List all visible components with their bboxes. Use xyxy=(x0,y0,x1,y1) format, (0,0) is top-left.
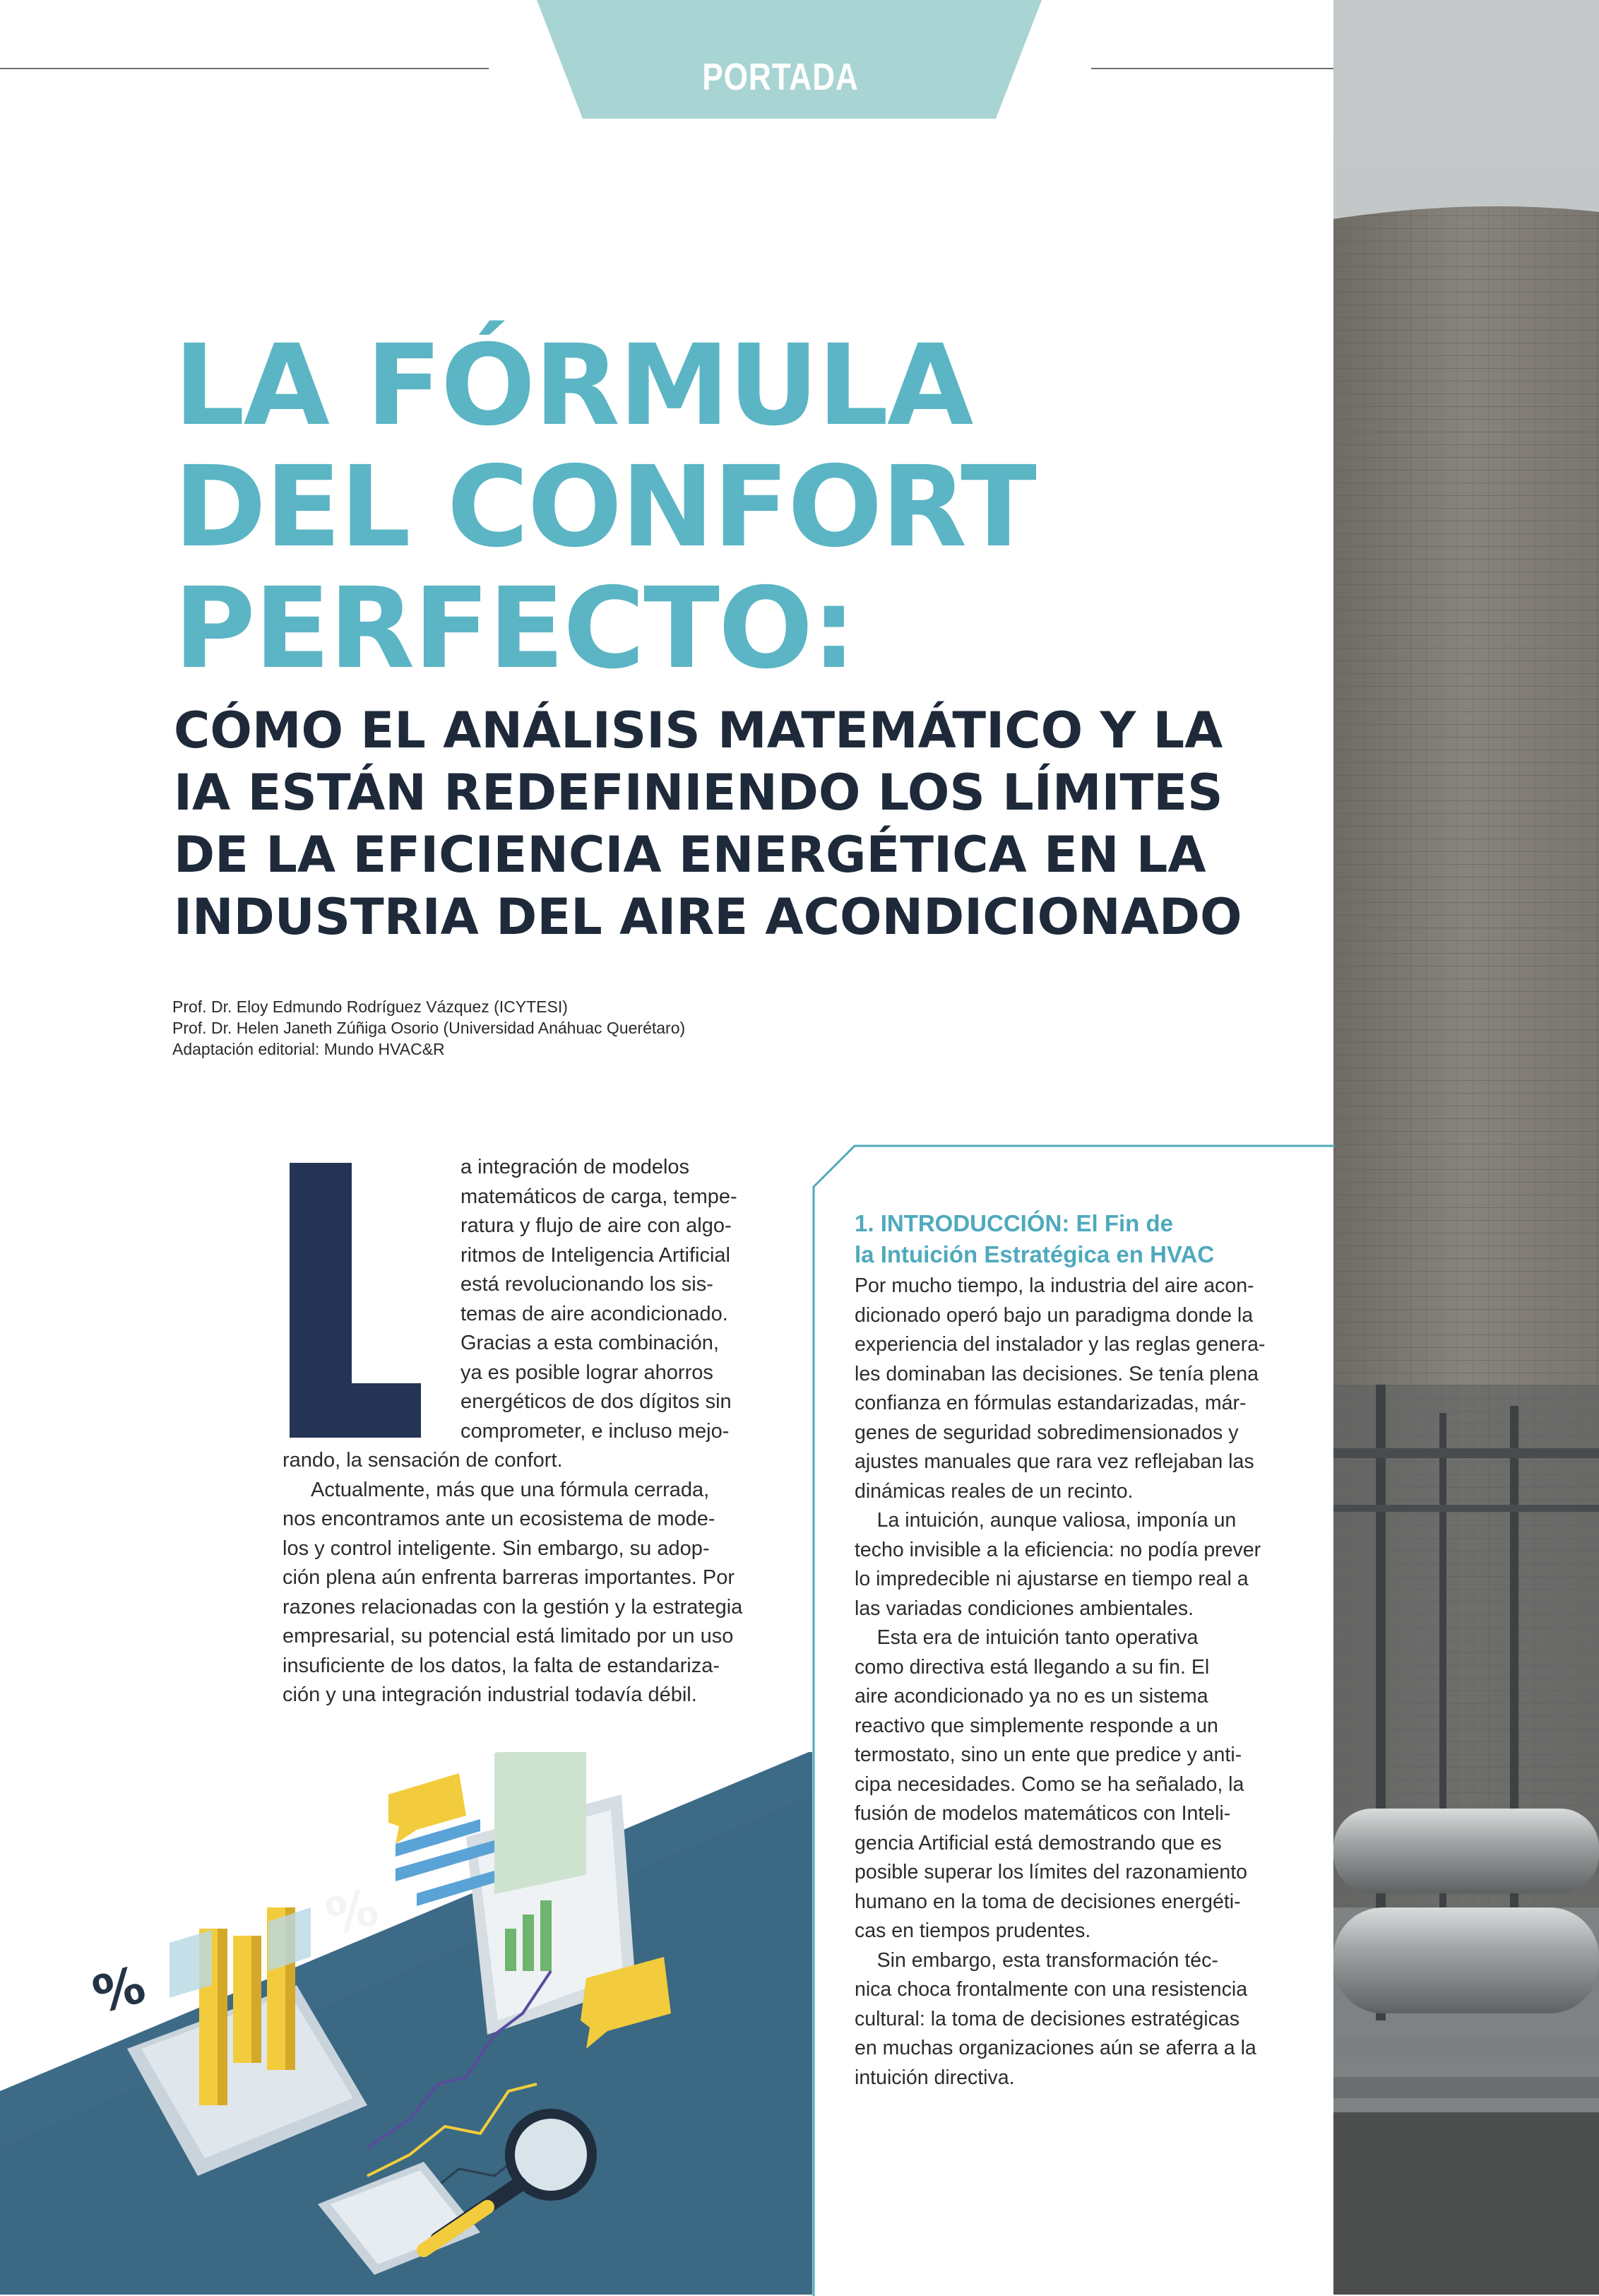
article-title xyxy=(174,321,1304,694)
intro-line: ratura y flujo de aire con algo- xyxy=(460,1214,732,1237)
intro-line: ción y una integración industrial todavía débil. xyxy=(283,1683,697,1706)
intro-line: ción plena aún enfrenta barreras importantes. Por xyxy=(283,1566,735,1589)
subtitle-line: DE LA EFICIENCIA ENERGÉTICA EN LA xyxy=(174,826,1206,884)
sidebar-line: humano en la toma de decisiones energéti- xyxy=(855,1890,1241,1913)
intro-line: ya es posible lograr ahorros xyxy=(460,1361,713,1384)
intro-line: comprometer, e incluso mejo- xyxy=(460,1419,730,1443)
sidebar-line: cultural: la toma de decisiones estratégicas xyxy=(855,2007,1240,2030)
intro-line: empresarial, su potencial está limitado por un uso xyxy=(283,1625,734,1647)
sidebar-line: les dominaban las decisiones. Se tenía plena xyxy=(855,1362,1259,1385)
subtitle-line: CÓMO EL ANÁLISIS MATEMÁTICO Y LA xyxy=(174,702,1223,759)
sidebar-line: en muchas organizaciones aún se aferra a la xyxy=(855,2037,1256,2059)
subtitle-line: IA ESTÁN REDEFINIENDO LOS LÍMITES xyxy=(174,764,1223,822)
sidebar-line: nica choca frontalmente con una resistencia xyxy=(855,1978,1248,2001)
intro-line: Actualmente, más que una fórmula cerrada, xyxy=(311,1478,710,1501)
sidebar-line: ajustes manuales que rara vez reflejaban las xyxy=(855,1450,1254,1473)
article-subtitle xyxy=(174,699,1318,948)
percent-symbol: % xyxy=(319,1876,385,1948)
intro-line: Gracias a esta combinación, xyxy=(460,1332,719,1354)
intro-line: temas de aire acondicionado. xyxy=(460,1302,728,1325)
header-rule-left xyxy=(0,68,489,69)
sidebar-body xyxy=(855,1272,1307,2093)
sidebar-line: dicionado operó bajo un paradigma donde la xyxy=(855,1303,1254,1327)
sidebar-line: cipa necesidades. Como se ha señalado, la xyxy=(855,1773,1244,1796)
sidebar-line: reactivo que simplemente responde a un xyxy=(855,1714,1218,1737)
sidebar-heading-line: la Intuición Estratégica en HVAC xyxy=(855,1241,1215,1267)
title-line: LA FÓRMULA xyxy=(174,321,973,451)
intro-line: rando, la sensación de confort. xyxy=(283,1449,563,1472)
sidebar-line: posible superar los límites del razonamiento xyxy=(855,1861,1248,1883)
sidebar-line: experiencia del instalador y las reglas genera- xyxy=(855,1333,1266,1356)
sidebar-line: las variadas condiciones ambientales. xyxy=(855,1597,1194,1620)
sidebar-line: techo invisible a la eficiencia: no podía prever xyxy=(855,1538,1261,1561)
sidebar-line: aire acondicionado ya no es un sistema xyxy=(855,1685,1208,1708)
drop-cap xyxy=(283,1159,424,1441)
sidebar-heading xyxy=(855,1208,1307,1270)
sidebar-line: dinámicas reales de un recinto. xyxy=(855,1479,1134,1503)
sidebar-line: Por mucho tiempo, la industria del aire acon- xyxy=(855,1274,1254,1297)
sidebar-line: fusión de modelos matemáticos con Inteli- xyxy=(855,1802,1231,1825)
intro-line: ritmos de Inteligencia Artificial xyxy=(460,1243,730,1267)
sidebar-line: lo impredecible ni ajustarse en tiempo real a xyxy=(855,1568,1249,1590)
subtitle-line: INDUSTRIA DEL AIRE ACONDICIONADO xyxy=(174,888,1242,946)
sidebar-line: termostato, sino un ente que predice y anti- xyxy=(855,1744,1242,1766)
sidebar-line: Esta era de intuición tanto operativa xyxy=(855,1626,1199,1649)
sidebar-line: gencia Artificial está demostrando que es xyxy=(855,1831,1222,1854)
credit-line: Prof. Dr. Helen Janeth Zúñiga Osorio (Universidad Anáhuac Querétaro) xyxy=(172,1019,686,1037)
header-rule-right xyxy=(1091,68,1333,69)
title-line: DEL CONFORT xyxy=(174,442,1035,572)
intro-line: nos encontramos ante un ecosistema de mode- xyxy=(283,1508,715,1530)
intro-line: insuficiente de los datos, la falta de estandariza- xyxy=(283,1654,720,1677)
sidebar-line: genes de seguridad sobredimensionados y xyxy=(855,1421,1239,1444)
percent-symbol: % xyxy=(86,1954,152,2025)
credit-line: Adaptación editorial: Mundo HVAC&R xyxy=(172,1040,445,1058)
intro-line: está revolucionando los sis- xyxy=(460,1273,713,1296)
sidebar-line: como directiva está llegando a su fin. El xyxy=(855,1655,1210,1679)
author-credits xyxy=(172,996,685,1060)
sidebar-line: confianza en fórmulas estandarizadas, már- xyxy=(855,1392,1247,1414)
intro-line: razones relacionadas con la gestión y la estrategia xyxy=(283,1595,743,1619)
credit-line: Prof. Dr. Eloy Edmundo Rodríguez Vázquez (ICYTESI) xyxy=(172,998,568,1016)
title-line: PERFECTO: xyxy=(174,564,855,694)
intro-line: matemáticos de carga, tempe- xyxy=(460,1185,737,1208)
sidebar-line: cas en tiempos prudentes. xyxy=(855,1919,1091,1942)
intro-line: energéticos de dos dígitos sin xyxy=(460,1390,732,1413)
sidebar-line: intuición directiva. xyxy=(855,2066,1015,2089)
sidebar-line: Sin embargo, esta transformación téc- xyxy=(855,1948,1218,1972)
cooling-tower-photo xyxy=(1333,0,1599,2295)
data-analytics-illustration xyxy=(0,1752,812,2295)
sidebar-heading-line: 1. INTRODUCCIÓN: El Fin de xyxy=(855,1210,1174,1236)
intro-line: los y control inteligente. Sin embargo, su adop- xyxy=(283,1537,710,1560)
cooling-tower-image xyxy=(1333,0,1599,2295)
intro-line: a integración de modelos xyxy=(460,1156,690,1178)
section-label: PORTADA xyxy=(702,56,859,98)
sidebar-line: La intuición, aunque valiosa, imponía un xyxy=(855,1509,1237,1532)
